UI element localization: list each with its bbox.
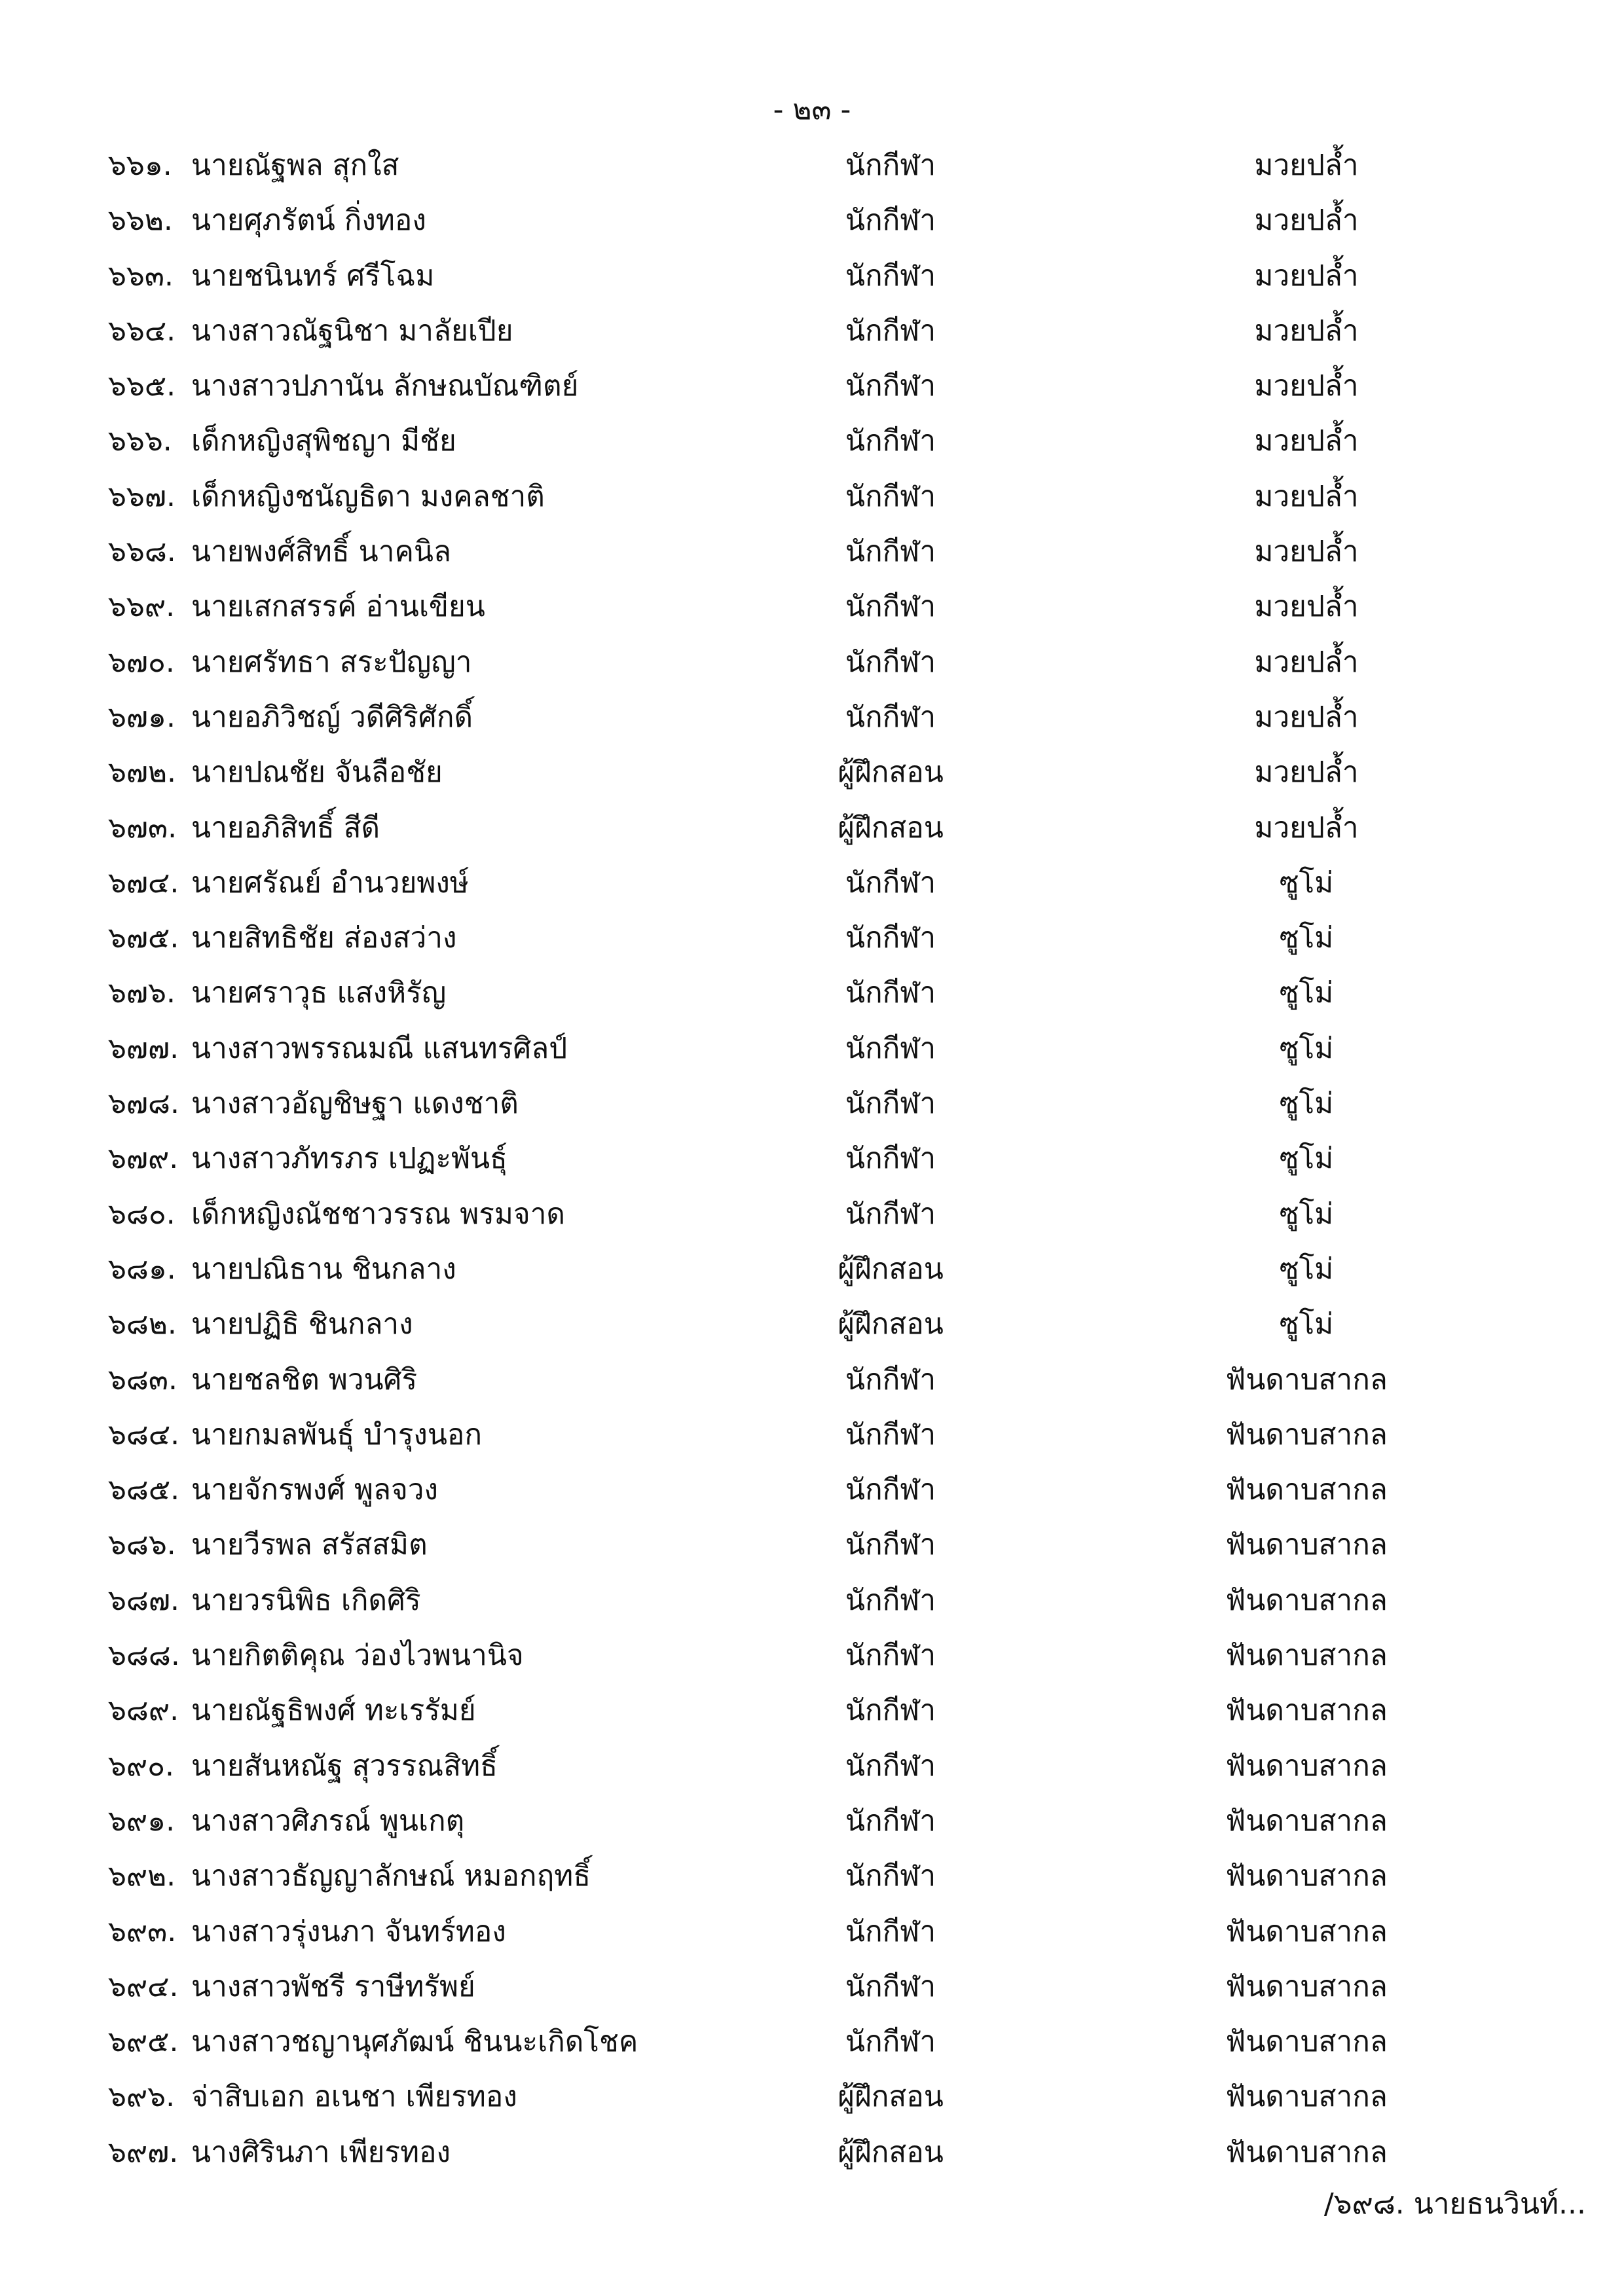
person-role: นักกีฬา [845,645,936,679]
sport-name: มวยปล้ำ [1254,535,1359,569]
continuation-note: /๖๙๘. นายธนวินท์... [1323,2187,1586,2221]
sport-name: ซูโม่ [1279,1252,1334,1286]
sport-name: ซูโม่ [1279,976,1334,1010]
sport-name: มวยปล้ำ [1254,811,1359,845]
person-name: นายปณชัย จันลือชัย [191,756,443,790]
person-name: เด็กหญิงชนัญธิดา มงคลชาติ [191,479,545,513]
item-number: ๖๘๐. [108,1197,175,1231]
list-item [0,640,1624,695]
sport-name: มวยปล้ำ [1254,590,1359,624]
person-name: นางสาวปภานัน ลักษณบัณฑิตย์ [191,369,579,403]
person-name: นางสาวธัญญาลักษณ์ หมอกฤทธิ์ [191,1859,591,1893]
person-role: นักกีฬา [845,976,936,1010]
item-number: ๖๗๐. [108,645,175,679]
list-item [0,474,1624,529]
person-role: นักกีฬา [845,1362,936,1396]
sport-name: ฟันดาบสากล [1225,1969,1388,2003]
list-item [0,1081,1624,1136]
item-number: ๖๙๗. [108,2135,179,2169]
item-number: ๖๙๖. [108,2080,175,2114]
person-role: นักกีฬา [845,149,936,182]
roster-list [0,143,1624,2185]
list-item [0,695,1624,750]
list-item [0,1853,1624,1908]
item-number: ๖๘๕. [108,1473,180,1507]
list-item [0,750,1624,805]
item-number: ๖๖๒. [108,204,173,238]
item-number: ๖๘๔. [108,1417,180,1451]
person-role: ผู้ฝึกสอน [838,811,944,845]
person-name: นายวีรพล สรัสสมิต [191,1528,428,1562]
list-item [0,1743,1624,1798]
person-role: นักกีฬา [845,535,936,569]
person-role: นักกีฬา [845,1749,936,1783]
person-name: เด็กหญิงสุพิชญา มีชัย [191,424,456,458]
item-number: ๖๙๑. [108,1804,175,1838]
person-name: นายชนินทร์ ศรีโฉม [191,259,435,293]
sport-name: มวยปล้ำ [1254,756,1359,790]
person-role: นักกีฬา [845,1473,936,1507]
list-item [0,1688,1624,1743]
list-item [0,143,1624,198]
person-role: นักกีฬา [845,1583,936,1617]
sport-name: ฟันดาบสากล [1225,1528,1388,1562]
item-number: ๖๘๑. [108,1252,176,1286]
person-name: นายณัฐธิพงศ์ ทะเรรัมย์ [191,1694,476,1728]
item-number: ๖๖๑. [108,149,172,182]
person-name: นายศรัทธา สระปัญญา [191,645,472,679]
list-item [0,915,1624,970]
list-item [0,2019,1624,2074]
sport-name: ซูโม่ [1279,866,1334,900]
person-name: นางศิรินภา เพียรทอง [191,2135,451,2169]
sport-name: ซูโม่ [1279,921,1334,955]
sport-name: มวยปล้ำ [1254,424,1359,458]
list-item [0,1412,1624,1467]
person-role: นักกีฬา [845,424,936,458]
item-number: ๖๗๕. [108,921,179,955]
list-item [0,1578,1624,1633]
person-role: นักกีฬา [845,1804,936,1838]
item-number: ๖๙๐. [108,1749,174,1783]
person-name: นายกมลพันธุ์ บำรุงนอก [191,1417,482,1451]
list-item [0,1798,1624,1853]
person-name: นางสาวศิภรณ์ พูนเกตุ [191,1804,465,1838]
item-number: ๖๖๕. [108,369,176,403]
person-role: นักกีฬา [845,1528,936,1562]
list-item [0,418,1624,473]
person-role: นักกีฬา [845,204,936,238]
person-role: ผู้ฝึกสอน [838,756,944,790]
item-number: ๖๗๗. [108,1031,179,1065]
sport-name: ฟันดาบสากล [1225,1914,1388,1948]
person-name: นายพงศ์สิทธิ์ นาคนิล [191,535,451,569]
person-name: นายณัฐพล สุกใส [191,149,399,182]
sport-name: ซูโม่ [1279,1087,1334,1121]
sport-name: มวยปล้ำ [1254,314,1359,348]
person-role: นักกีฬา [845,1031,936,1065]
person-role: นักกีฬา [845,700,936,734]
list-item [0,253,1624,308]
item-number: ๖๗๙. [108,1142,179,1176]
item-number: ๖๙๕. [108,2025,179,2059]
sport-name: มวยปล้ำ [1254,479,1359,513]
person-role: นักกีฬา [845,921,936,955]
person-role: นักกีฬา [845,369,936,403]
person-name: นายศรัณย์ อำนวยพงษ์ [191,866,469,900]
sport-name: ฟันดาบสากล [1225,1473,1388,1507]
sport-name: ฟันดาบสากล [1225,1859,1388,1893]
person-name: นางสาวพัชรี ราษีทรัพย์ [191,1969,475,2003]
person-name: เด็กหญิงณัชชาวรรณ พรมจาด [191,1197,565,1231]
person-role: ผู้ฝึกสอน [838,1252,944,1286]
person-name: จ่าสิบเอก อเนชา เพียรทอง [191,2080,517,2114]
person-name: นางสาวภัทรภร เปฏะพันธุ์ [191,1142,507,1176]
sport-name: ฟันดาบสากล [1225,1583,1388,1617]
list-item [0,1192,1624,1247]
person-role: นักกีฬา [845,1969,936,2003]
person-role: นักกีฬา [845,1914,936,1948]
list-item [0,860,1624,915]
person-role: นักกีฬา [845,314,936,348]
person-role: นักกีฬา [845,1417,936,1451]
person-name: นายปฏิธิ ชินกลาง [191,1307,413,1341]
sport-name: มวยปล้ำ [1254,369,1359,403]
item-number: ๖๖๔. [108,314,176,348]
item-number: ๖๘๖. [108,1528,176,1562]
item-number: ๖๘๙. [108,1694,179,1728]
person-name: นายกิตติคุณ ว่องไวพนานิจ [191,1639,524,1673]
person-name: นายศราวุธ แสงหิรัญ [191,976,447,1010]
person-role: ผู้ฝึกสอน [838,2135,944,2169]
list-item [0,1633,1624,1688]
list-item [0,970,1624,1025]
person-role: นักกีฬา [845,866,936,900]
person-role: นักกีฬา [845,590,936,624]
sport-name: ฟันดาบสากล [1225,1694,1388,1728]
sport-name: ฟันดาบสากล [1225,1639,1388,1673]
sport-name: มวยปล้ำ [1254,259,1359,293]
person-role: นักกีฬา [845,2025,936,2059]
sport-name: ฟันดาบสากล [1225,2080,1388,2114]
item-number: ๖๗๖. [108,976,175,1010]
item-number: ๖๖๗. [108,479,175,513]
person-name: นายชลชิต พวนศิริ [191,1362,418,1396]
person-name: นายจักรพงศ์ พูลจวง [191,1473,438,1507]
person-role: นักกีฬา [845,1087,936,1121]
person-name: นางสาวอัญชิษฐา แดงชาติ [191,1087,519,1121]
sport-name: ฟันดาบสากล [1225,1417,1388,1451]
person-name: นางสาวรุ่งนภา จันทร์ทอง [191,1914,506,1948]
person-name: นายอภิสิทธิ์ สีดี [191,811,380,845]
sport-name: ซูโม่ [1279,1142,1334,1176]
list-item [0,2130,1624,2185]
item-number: ๖๖๘. [108,535,176,569]
item-number: ๖๗๘. [108,1087,179,1121]
sport-name: ซูโม่ [1279,1307,1334,1341]
list-item [0,1357,1624,1412]
person-name: นายปณิธาน ชินกลาง [191,1252,456,1286]
person-name: นางสาวชญานุศภัฒน์ ชินนะเกิดโชค [191,2025,638,2059]
person-name: นายวรนิพิธ เกิดศิริ [191,1583,421,1617]
item-number: ๖๘๗. [108,1583,179,1617]
list-item [0,1522,1624,1577]
list-item [0,1247,1624,1302]
list-item [0,1302,1624,1357]
sport-name: ซูโม่ [1279,1197,1334,1231]
person-name: นางสาวพรรณมณี แสนทรศิลป์ [191,1031,568,1065]
person-name: นางสาวณัฐนิชา มาลัยเปีย [191,314,513,348]
person-role: นักกีฬา [845,479,936,513]
person-role: ผู้ฝึกสอน [838,2080,944,2114]
sport-name: ซูโม่ [1279,1031,1334,1065]
sport-name: ฟันดาบสากล [1225,2135,1388,2169]
list-item [0,1964,1624,2019]
list-item [0,2074,1624,2129]
sport-name: มวยปล้ำ [1254,204,1359,238]
item-number: ๖๙๒. [108,1859,176,1893]
list-item [0,1026,1624,1081]
item-number: ๖๘๘. [108,1639,180,1673]
person-role: นักกีฬา [845,1859,936,1893]
item-number: ๖๗๔. [108,866,179,900]
person-name: นายเสกสรรค์ อ่านเขียน [191,590,485,624]
item-number: ๖๙๔. [108,1969,179,2003]
item-number: ๖๖๖. [108,424,172,458]
sport-name: ฟันดาบสากล [1225,1362,1388,1396]
person-role: นักกีฬา [845,1197,936,1231]
list-item [0,1909,1624,1964]
person-role: นักกีฬา [845,1142,936,1176]
person-name: นายอภิวิชญ์ วดีศิริศักดิ์ [191,700,473,734]
item-number: ๖๘๒. [108,1307,177,1341]
sport-name: ฟันดาบสากล [1225,1804,1388,1838]
item-number: ๖๘๓. [108,1362,177,1396]
list-item [0,584,1624,639]
person-name: นายสันหณัฐ สุวรรณสิทธิ์ [191,1749,498,1783]
list-item [0,805,1624,860]
item-number: ๖๙๓. [108,1914,177,1948]
item-number: ๖๖๙. [108,590,175,624]
list-item [0,1136,1624,1191]
item-number: ๖๖๓. [108,259,174,293]
list-item [0,363,1624,418]
person-role: นักกีฬา [845,1694,936,1728]
person-role: นักกีฬา [845,259,936,293]
list-item [0,1467,1624,1522]
sport-name: มวยปล้ำ [1254,700,1359,734]
list-item [0,529,1624,584]
page-number: - ๒๓ - [773,93,851,126]
sport-name: มวยปล้ำ [1254,149,1359,182]
item-number: ๖๗๑. [108,700,175,734]
sport-name: ฟันดาบสากล [1225,2025,1388,2059]
person-role: นักกีฬา [845,1639,936,1673]
sport-name: มวยปล้ำ [1254,645,1359,679]
person-name: นายสิทธิชัย ส่องสว่าง [191,921,457,955]
person-role: ผู้ฝึกสอน [838,1307,944,1341]
list-item [0,198,1624,253]
item-number: ๖๗๒. [108,756,177,790]
person-name: นายศุภรัตน์ กิ่งทอง [191,204,426,238]
item-number: ๖๗๓. [108,811,177,845]
sport-name: ฟันดาบสากล [1225,1749,1388,1783]
list-item [0,308,1624,363]
